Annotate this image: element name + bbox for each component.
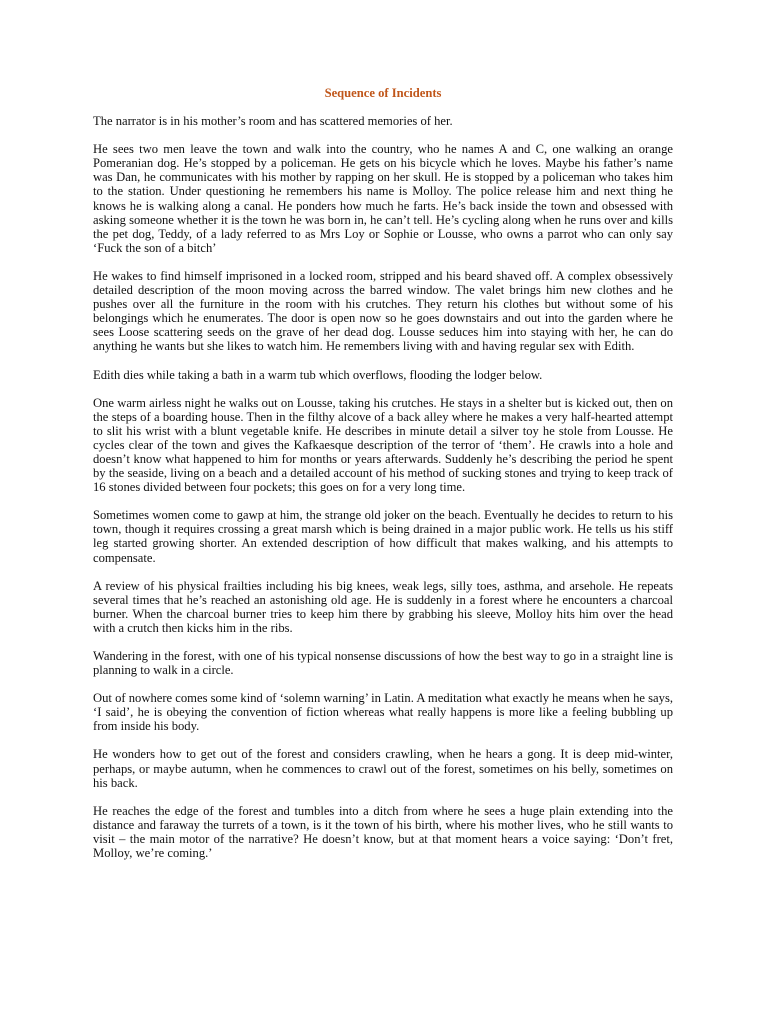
paragraph-8: Wandering in the forest, with one of his typical nonsense discussions of how the best way to go in a straight line is planning to walk in a circle. bbox=[93, 649, 673, 678]
paragraph-4: Edith dies while taking a bath in a warm tub which overflows, flooding the lodger below. bbox=[93, 367, 543, 382]
paragraph-6: Sometimes women come to gawp at him, the strange old joker on the beach. Eventually he decides to return to his town, though it requires crossing a great marsh which is being drained in a major public work. He tells us his stiff leg started growing shorter. An extended description of how difficult that makes walking, and his attempts to compensate. bbox=[93, 508, 673, 565]
paragraph-5: One warm airless night he walks out on Lousse, taking his crutches. He stays in a shelter but is kicked out, then on the steps of a boarding house. Then in the filthy alcove of a back alley where he makes a very half-hearted attempt to slit his wrist with a blunt vegetable knife. He describes in minute detail a silver toy he stole from Lousse. He cycles clear of the town and gives the Kafkaesque description of the terror of ‘them’. He crawls into a hole and doesn’t know what happened to him for months or years afterwards. Suddenly he’s describing the period he spent by the seaside, living on a beach and a detailed account of his method of sucking stones and trying to keep track of 16 stones divided between four pockets; this goes on for a very long time. bbox=[93, 395, 673, 495]
paragraph-7: A review of his physical frailties including his big knees, weak legs, silly toes, asthma, and arsehole. He repeats several times that he’s reached an astonishing old age. He is suddenly in a forest where he encounters a charcoal burner. When the charcoal burner tries to keep him there by grabbing his sleeve, Molloy hits him over the head with a crutch then kicks him in the ribs. bbox=[93, 578, 673, 635]
paragraph-10: He wonders how to get out of the forest and considers crawling, when he hears a gong. It is deep mid-winter, perhaps, or maybe autumn, when he commences to crawl out of the forest, sometimes on his belly, sometimes on his back. bbox=[93, 747, 673, 790]
paragraph-9: Out of nowhere comes some kind of ‘solemn warning’ in Latin. A meditation what exactly he means when he says, ‘I said’, he is obeying the convention of fiction whereas what really happens is more like a feeling bubbling up from inside his body. bbox=[93, 691, 673, 734]
paragraph-11: He reaches the edge of the forest and tumbles into a ditch from where he sees a huge plain extending into the distance and faraway the turrets of a town, is it the town of his birth, where his mother lives, who he still wants to visit – the main motor of the narrative? He doesn’t know, but at that moment hears a voice saying: ‘Don’t fret, Molloy, we’re coming.’ bbox=[93, 803, 673, 861]
document-title: Sequence of Incidents bbox=[324, 86, 442, 100]
document-body bbox=[93, 114, 673, 860]
document-page bbox=[93, 86, 673, 874]
paragraph-1: The narrator is in his mother’s room and has scattered memories of her. bbox=[93, 114, 453, 129]
paragraph-2: He sees two men leave the town and walk into the country, who he names A and C, one walking an orange Pomeranian dog. He’s stopped by a policeman. He gets on his bicycle which he loves. Maybe his father’s name was Dan, he communicates with his mother by rapping on her skull. He is stopped by a policeman who takes him to the station. Under questioning he remembers his name is Molloy. The police release him and next thing he knows he is walking along a canal. He ponders how much he farts. He’s back inside the town and obsessed with asking someone whether it is the town he was born in, he can’t tell. He’s cycling along when he runs over and kills the pet dog, Teddy, of a lady referred to as Mrs Loy or Sophie or Lousse, who owns a parrot who can only say ‘Fuck the son of a bitch’ bbox=[93, 142, 673, 255]
paragraph-3: He wakes to find himself imprisoned in a locked room, stripped and his beard shaved off. A complex obsessively detailed description of the moon moving across the barred window. The valet brings him new clothes and he pushes over all the furniture in the room with his crutches. They return his clothes but without some of his belongings which he enumerates. The door is open now so he goes downstairs and out into the garden where he sees Loose scattering seeds on the grave of her dead dog. Lousse seduces him into staying with her, he can do anything he wants but she likes to watch him. He remembers living with and having regular sex with Edith. bbox=[93, 268, 673, 354]
